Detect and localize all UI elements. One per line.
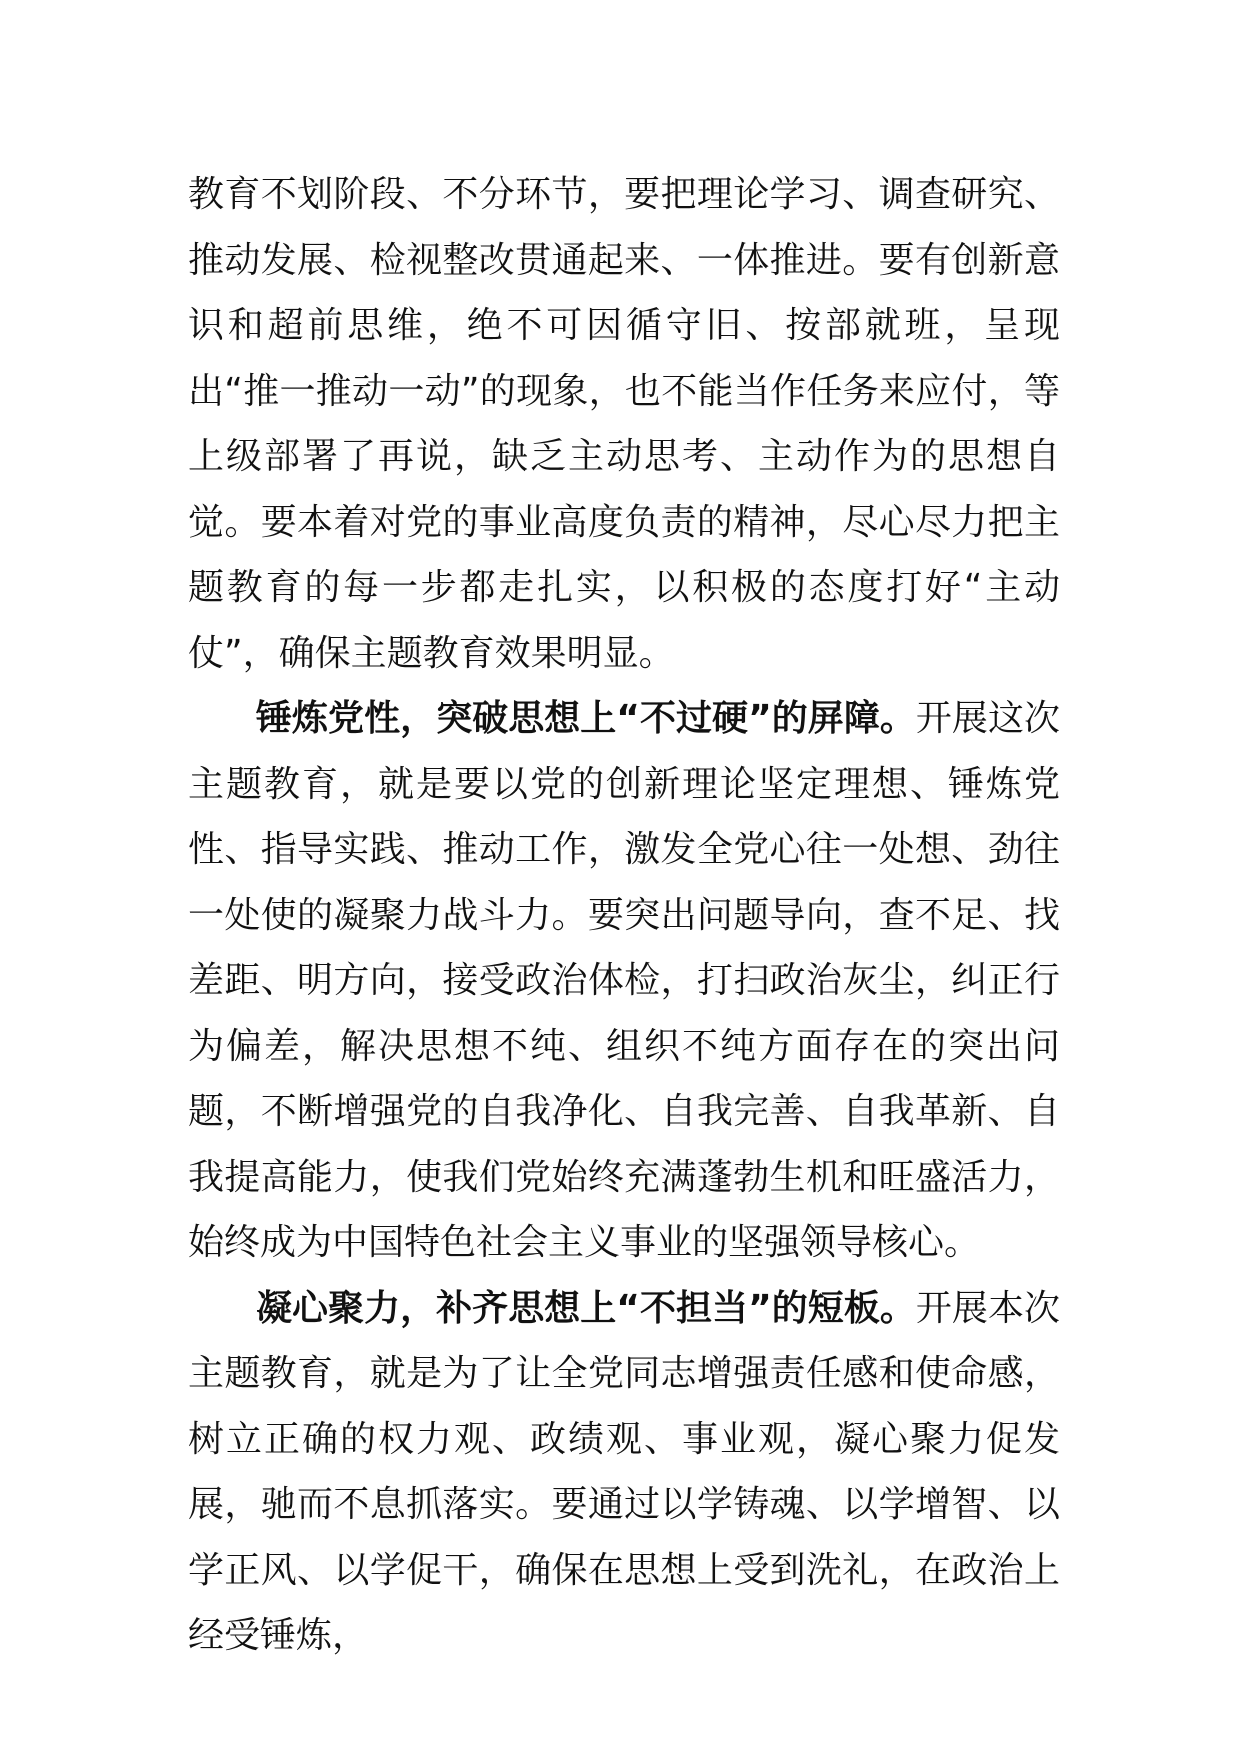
- paragraph-body: 教育不划阶段、不分环节，要把理论学习、调查研究、推动发展、检视整改贯通起来、一体推进。要有创新意识和超前思维，绝不可因循守旧、按部就班，呈现出“推一推动一动”的现象，也不能当作任务来应付，等上级部署了再说，缺乏主动思考、主动作为的思想自觉。要本着对党的事业高度负责的精神，尽心尽力把主题教育的每一步都走扎实，以积极的态度打好“主动仗”，确保主题教育效果明显。: [188, 174, 1060, 674]
- paragraph-temper-party-spirit: [188, 686, 1060, 1276]
- paragraph-heading: 锤炼党性，突破思想上“不过硬”的屏障。: [256, 698, 916, 739]
- paragraph-heading: 凝心聚力，补齐思想上“不担当”的短板。: [256, 1287, 916, 1329]
- paragraph-body: 开展这次主题教育，就是要以党的创新理论坚定理想、锤炼党性、指导实践、推动工作，激发全党心往一处想、劲往一处使的凝聚力战斗力。要突出问题导向，查不足、找差距、明方向，接受政治体检，打扫政治灰尘，纠正行为偏差，解决思想不纯、组织不纯方面存在的突出问题，不断增强党的自我净化、自我完善、自我革新、自我提高能力，使我们党始终充满蓬勃生机和旺盛活力，始终成为中国特色社会主义事业的坚强领导核心。: [188, 698, 1060, 1263]
- paragraph-unite-efforts: [188, 1276, 1060, 1669]
- paragraph-body: 开展本次主题教育，就是为了让全党同志增强责任感和使命感，树立正确的权力观、政绩观、事业观，凝心聚力促发展，驰而不息抓落实。要通过以学铸魂、以学增智、以学正风、以学促干，确保在思想上受到洗礼，在政治上经受锤炼，: [188, 1287, 1060, 1656]
- document-body: [188, 162, 1060, 1669]
- paragraph-continued: [188, 162, 1060, 686]
